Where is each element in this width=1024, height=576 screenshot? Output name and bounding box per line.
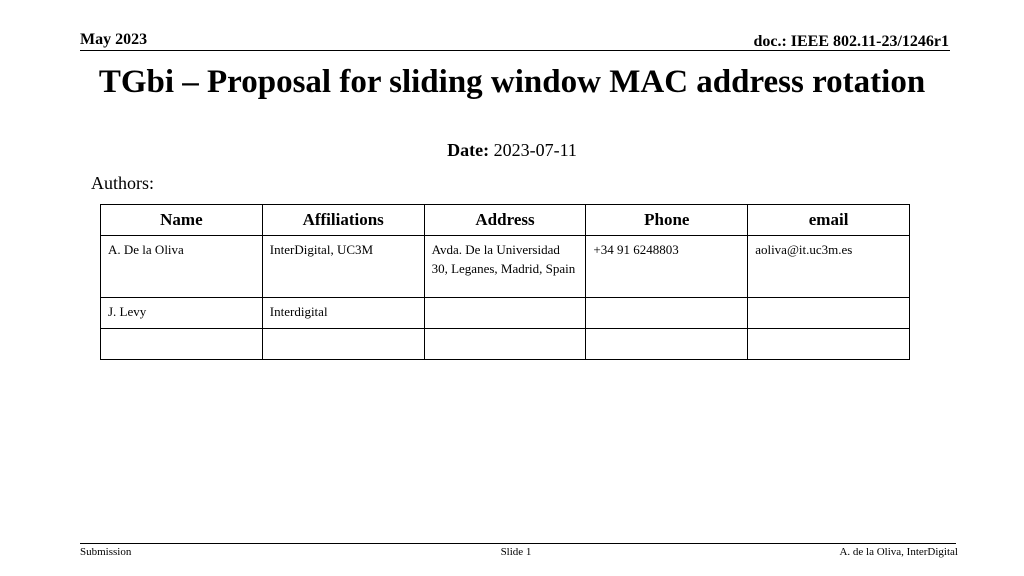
column-header-address: Address bbox=[424, 205, 586, 236]
table-row bbox=[101, 329, 910, 360]
table-row bbox=[101, 236, 910, 298]
footer-author: A. de la Oliva, InterDigital bbox=[839, 546, 958, 558]
column-header-email: email bbox=[748, 205, 910, 236]
author-address-cell bbox=[424, 298, 586, 329]
header-doc-id: doc.: IEEE 802.11-23/1246r1 bbox=[753, 33, 949, 50]
author-phone-cell bbox=[586, 298, 748, 329]
footer-submission: Submission bbox=[80, 546, 132, 558]
author-email-cell bbox=[748, 298, 910, 329]
footer-divider bbox=[80, 543, 956, 544]
authors-table-header-row bbox=[101, 205, 910, 236]
author-affiliation-cell bbox=[262, 329, 424, 360]
footer-slide-number: Slide 1 bbox=[500, 546, 532, 558]
slide-date-label: Date: bbox=[447, 140, 490, 160]
column-header-affiliations: Affiliations bbox=[262, 205, 424, 236]
author-email-cell: aoliva@it.uc3m.es bbox=[748, 236, 910, 298]
column-header-name: Name bbox=[101, 205, 263, 236]
header-date: May 2023 bbox=[80, 31, 148, 48]
table-row bbox=[101, 298, 910, 329]
authors-table bbox=[100, 204, 910, 360]
slide-date bbox=[0, 140, 1024, 161]
author-name-cell bbox=[101, 329, 263, 360]
slide-title: TGbi – Proposal for sliding window MAC address rotation bbox=[98, 64, 926, 100]
column-header-phone: Phone bbox=[586, 205, 748, 236]
author-phone-cell bbox=[586, 329, 748, 360]
author-affiliation-cell: Interdigital bbox=[262, 298, 424, 329]
authors-label: Authors: bbox=[91, 173, 154, 193]
slide-date-value: 2023-07-11 bbox=[493, 140, 577, 160]
header-divider bbox=[80, 50, 950, 51]
author-affiliation-cell: InterDigital, UC3M bbox=[262, 236, 424, 298]
author-email-cell bbox=[748, 329, 910, 360]
author-name-cell: A. De la Oliva bbox=[101, 236, 263, 298]
author-name-cell: J. Levy bbox=[101, 298, 263, 329]
author-address-cell: Avda. De la Universidad 30, Leganes, Madrid, Spain bbox=[424, 236, 586, 298]
author-phone-cell: +34 91 6248803 bbox=[586, 236, 748, 298]
author-address-cell bbox=[424, 329, 586, 360]
